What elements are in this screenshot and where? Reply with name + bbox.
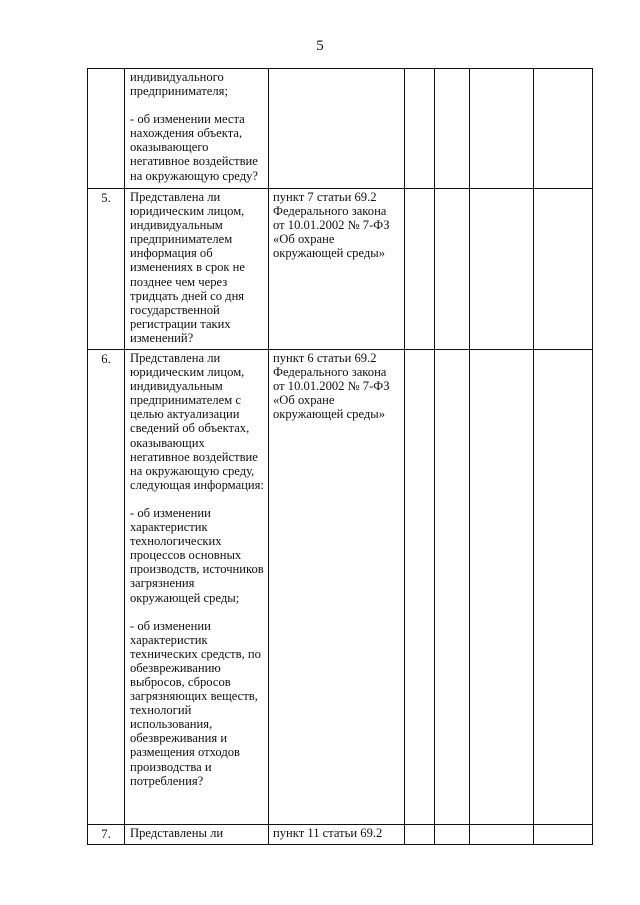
page-number: 5 bbox=[316, 38, 324, 54]
answer-cell bbox=[470, 825, 534, 845]
question-cell bbox=[125, 189, 269, 350]
checklist-table bbox=[87, 68, 593, 845]
answer-cell bbox=[534, 350, 593, 825]
table-row bbox=[88, 69, 593, 189]
question-cell bbox=[125, 350, 269, 825]
table-row bbox=[88, 189, 593, 350]
table-row bbox=[88, 350, 593, 825]
question-text: индивидуального предпринимателя; bbox=[130, 70, 228, 99]
row-number-cell bbox=[88, 69, 125, 189]
question-text: - об изменении места нахождения объекта, оказывающего негативное воздействие на окружающую среду? bbox=[130, 112, 259, 183]
legal-basis-cell: пункт 7 статьи 69.2 Федерального закона от 10.01.2002 № 7-ФЗ «Об охране окружающей среды» bbox=[269, 189, 405, 350]
answer-cell bbox=[405, 189, 435, 350]
answer-cell bbox=[470, 69, 534, 189]
answer-cell bbox=[435, 825, 470, 845]
question-cell bbox=[125, 69, 269, 189]
question-text: Представлена ли юридическим лицом, индивидуальным предпринимателем информация об изменениях в срок не позднее чем через тридцать дней со дня государственной регистрации таких изменений? bbox=[130, 190, 246, 345]
question-text: Представлены ли bbox=[130, 826, 224, 840]
row-number-cell: 6. bbox=[88, 350, 125, 825]
answer-cell bbox=[435, 69, 470, 189]
legal-basis-cell bbox=[269, 69, 405, 189]
answer-cell bbox=[435, 189, 470, 350]
question-text: - об изменении характеристик технологических процессов основных производств, источников загрязнения окружающей среды; bbox=[130, 505, 264, 605]
question-text: Представлена ли юридическим лицом, индивидуальным предпринимателем с целью актуализации сведений об объектах, оказывающих негативное воздействие на окружающую среду, следующая информация: bbox=[130, 351, 264, 492]
answer-cell bbox=[470, 350, 534, 825]
answer-cell bbox=[534, 825, 593, 845]
answer-cell bbox=[435, 350, 470, 825]
question-text: - об изменении характеристик технических средств, по обезвреживанию выбросов, сбросов загрязняющих веществ, технологий использования, обезвреживания и размещения отходов производства и потребления? bbox=[130, 618, 261, 788]
legal-basis-cell: пункт 11 статьи 69.2 bbox=[269, 825, 405, 845]
answer-cell bbox=[405, 69, 435, 189]
question-cell bbox=[125, 825, 269, 845]
legal-basis-cell: пункт 6 статьи 69.2 Федерального закона от 10.01.2002 № 7-ФЗ «Об охране окружающей среды» bbox=[269, 350, 405, 825]
row-number-cell: 7. bbox=[88, 825, 125, 845]
answer-cell bbox=[534, 69, 593, 189]
answer-cell bbox=[534, 189, 593, 350]
row-number-cell: 5. bbox=[88, 189, 125, 350]
answer-cell bbox=[405, 350, 435, 825]
answer-cell bbox=[405, 825, 435, 845]
answer-cell bbox=[470, 189, 534, 350]
table-row bbox=[88, 825, 593, 845]
